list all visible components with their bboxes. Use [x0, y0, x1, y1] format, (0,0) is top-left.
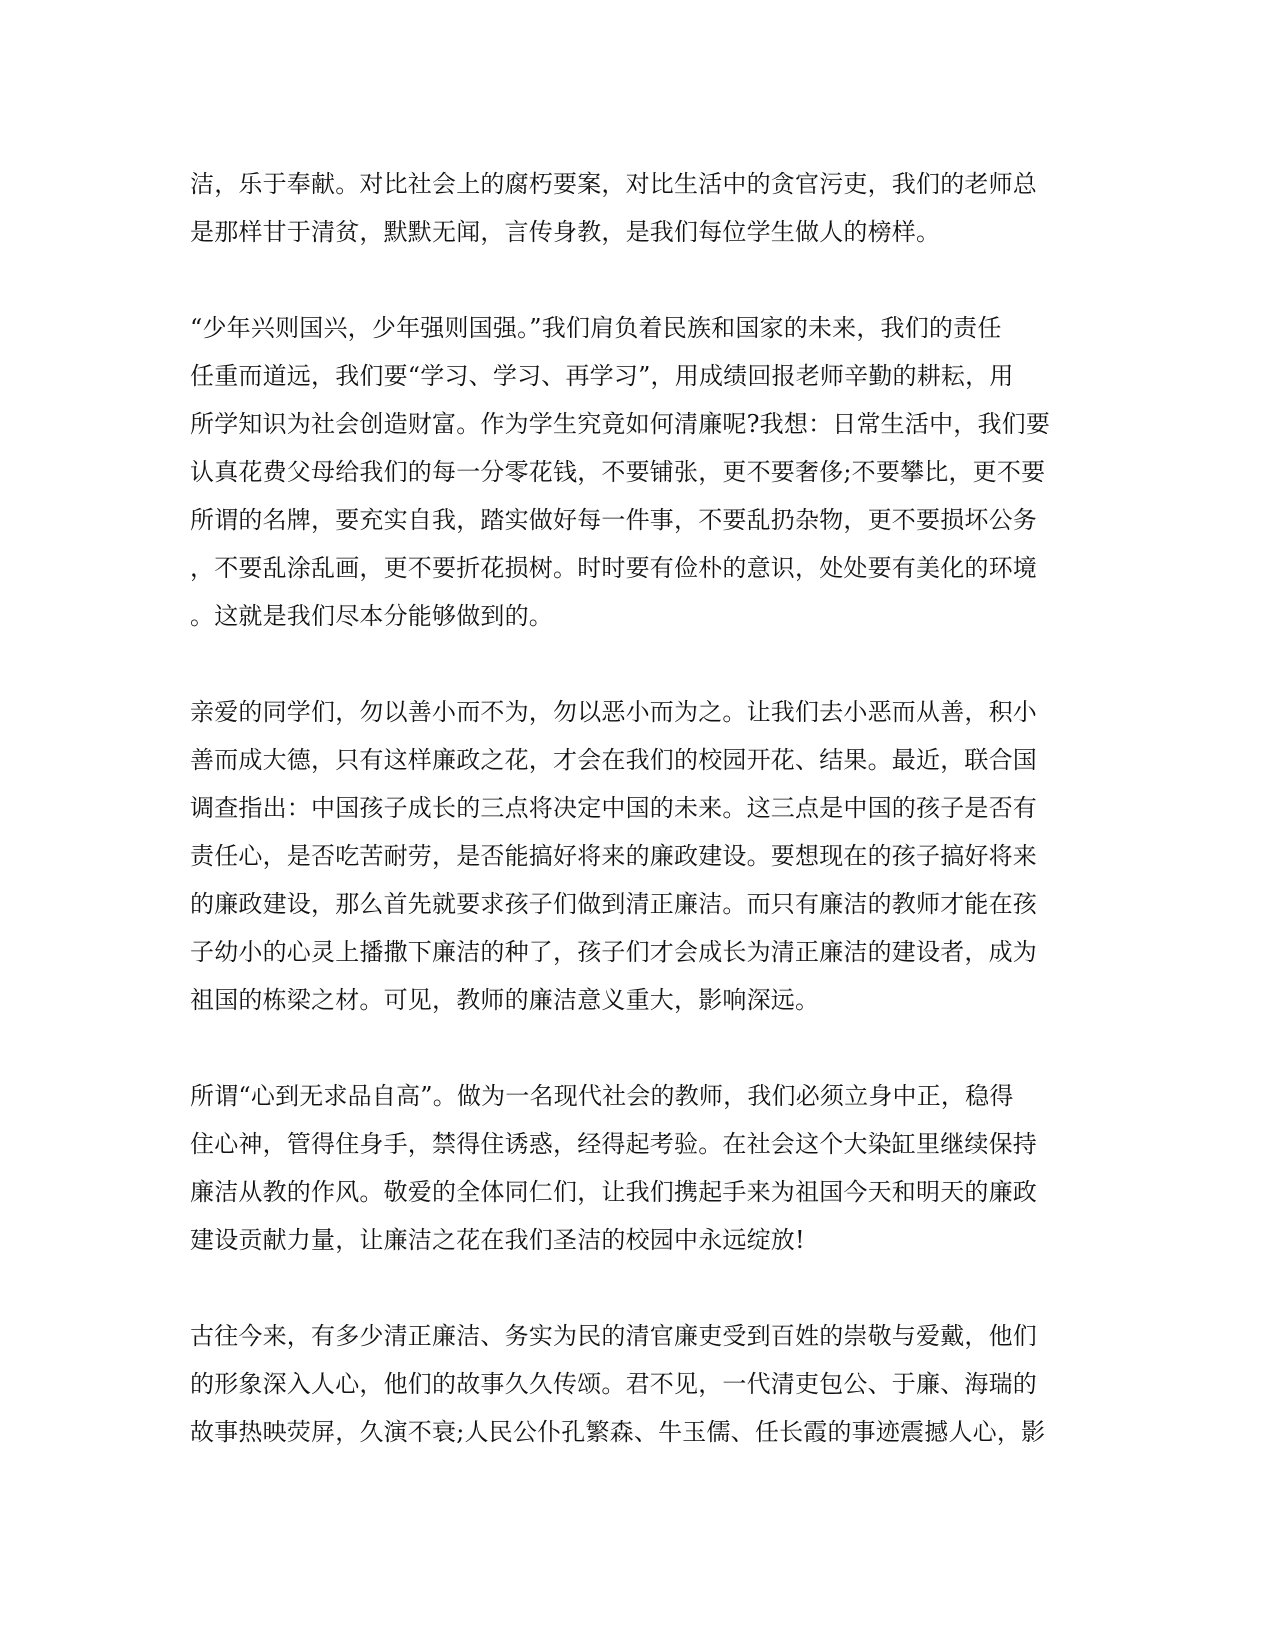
- text-line: 的形象深入人心，他们的故事久久传颂。君不见，一代清吏包公、于廉、海瑞的: [190, 1370, 1037, 1398]
- paragraph-1: [190, 160, 1080, 256]
- paragraph-gap: [190, 640, 1080, 688]
- text-line: 所谓“心到无求品自高”。做为一名现代社会的教师，我们必须立身中正，稳得: [190, 1082, 1014, 1110]
- text-line: 子幼小的心灵上播撒下廉洁的种了，孩子们才会成长为清正廉洁的建设者，成为: [190, 938, 1037, 966]
- text-line: 。这就是我们尽本分能够做到的。: [190, 602, 553, 630]
- text-line: 故事热映荧屏，久演不衰;人民公仆孔繁森、牛玉儒、任长霞的事迹震撼人心，影: [190, 1418, 1046, 1446]
- text-line: 住心神，管得住身手，禁得住诱惑，经得起考验。在社会这个大染缸里继续保持: [190, 1130, 1037, 1158]
- text-line: 是那样甘于清贫，默默无闻，言传身教，是我们每位学生做人的榜样。: [190, 218, 941, 246]
- text-line: 所学知识为社会创造财富。作为学生究竟如何清廉呢?我想：日常生活中，我们要: [190, 410, 1051, 438]
- text-line: 古往今来，有多少清正廉洁、务实为民的清官廉吏受到百姓的崇敬与爱戴，他们: [190, 1322, 1037, 1350]
- paragraph-4: [190, 1072, 1080, 1264]
- paragraph-2: [190, 304, 1080, 640]
- paragraph-gap: [190, 1024, 1080, 1072]
- text-line: 任重而道远，我们要“学习、学习、再学习”，用成绩回报老师辛勤的耕耘，用: [190, 362, 1014, 390]
- text-line: 认真花费父母给我们的每一分零花钱，不要铺张，更不要奢侈;不要攀比，更不要: [190, 458, 1046, 486]
- text-line: 责任心，是否吃苦耐劳，是否能搞好将来的廉政建设。要想现在的孩子搞好将来: [190, 842, 1037, 870]
- text-line: ，不要乱涂乱画，更不要折花损树。时时要有俭朴的意识，处处要有美化的环境: [190, 554, 1037, 582]
- text-line: 建设贡献力量，让廉洁之花在我们圣洁的校园中永远绽放!: [190, 1226, 805, 1254]
- text-line: 祖国的栋梁之材。可见，教师的廉洁意义重大，影响深远。: [190, 986, 820, 1014]
- text-line: 洁，乐于奉献。对比社会上的腐朽要案，对比生活中的贪官污吏，我们的老师总: [190, 170, 1037, 198]
- text-line: 的廉政建设，那么首先就要求孩子们做到清正廉洁。而只有廉洁的教师才能在孩: [190, 890, 1037, 918]
- text-line: 善而成大德，只有这样廉政之花，才会在我们的校园开花、结果。最近，联合国: [190, 746, 1037, 774]
- body-text: [190, 160, 1080, 1456]
- paragraph-5: [190, 1312, 1080, 1456]
- paragraph-gap: [190, 256, 1080, 304]
- text-line: “少年兴则国兴，少年强则国强。”我们肩负着民族和国家的未来，我们的责任: [190, 314, 1002, 342]
- text-line: 调查指出：中国孩子成长的三点将决定中国的未来。这三点是中国的孩子是否有: [190, 794, 1037, 822]
- text-line: 所谓的名牌，要充实自我，踏实做好每一件事，不要乱扔杂物，更不要损坏公务: [190, 506, 1037, 534]
- text-line: 廉洁从教的作风。敬爱的全体同仁们，让我们携起手来为祖国今天和明天的廉政: [190, 1178, 1037, 1206]
- paragraph-3: [190, 688, 1080, 1024]
- text-line: 亲爱的同学们，勿以善小而不为，勿以恶小而为之。让我们去小恶而从善，积小: [190, 698, 1037, 726]
- paragraph-gap: [190, 1264, 1080, 1312]
